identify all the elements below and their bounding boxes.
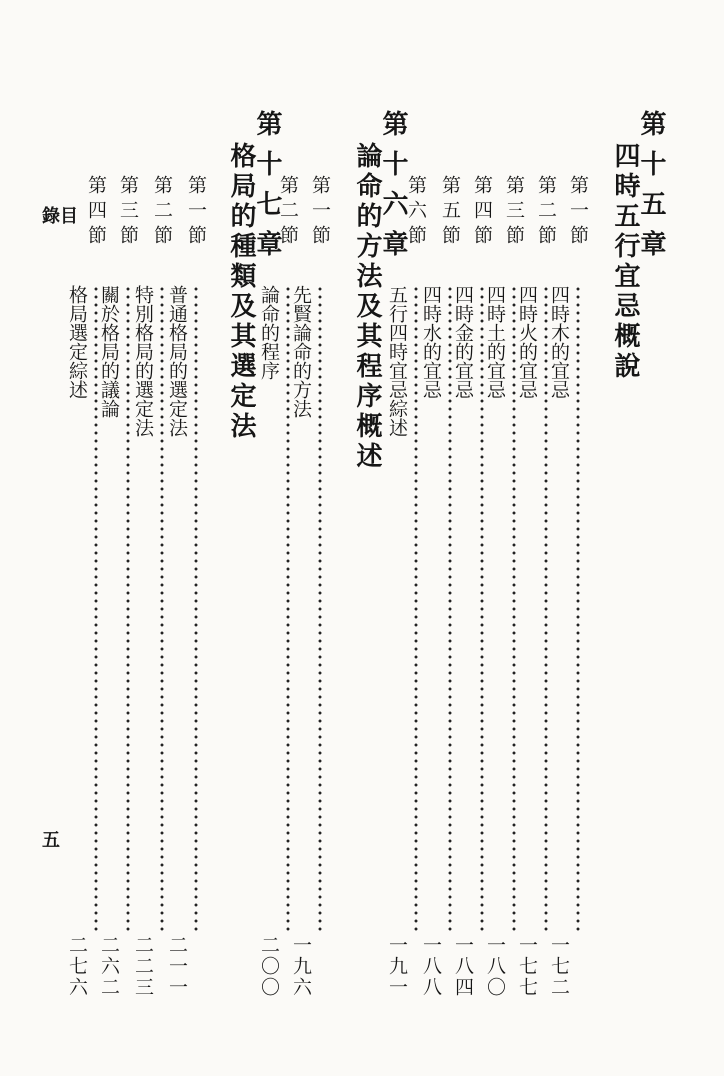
toc-entry[interactable] [452, 175, 493, 1015]
page-number: 一八〇 [485, 935, 504, 1015]
section-number: 第一節 [185, 175, 207, 250]
toc-entry[interactable] [258, 175, 299, 1015]
page-number: 二〇〇 [259, 935, 278, 1015]
toc-entry[interactable] [166, 175, 207, 1015]
section-title: 四時火的宜忌 [517, 285, 536, 405]
dot-leader [480, 285, 484, 935]
chapter-number: 第十七章 [252, 110, 282, 270]
dot-leader [448, 285, 452, 935]
page-number: 二七六 [67, 935, 86, 1015]
toc-entry[interactable] [516, 175, 557, 1015]
running-head [40, 206, 76, 316]
page-number: 二一一 [167, 935, 186, 1015]
page-number: 一八八 [421, 935, 440, 1015]
chapter-heading [228, 110, 280, 442]
section-number: 第五節 [439, 175, 461, 250]
page-number: 二六二 [99, 935, 118, 1015]
toc-entry[interactable] [66, 175, 107, 1015]
toc-entry[interactable] [548, 175, 589, 1015]
section-number: 第六節 [405, 175, 427, 250]
chapter-number: 第十六章 [378, 110, 408, 270]
toc-entry[interactable] [98, 175, 139, 1015]
page-number: 一八四 [453, 935, 472, 1015]
section-number: 第三節 [117, 175, 139, 250]
section-title: 四時土的宜忌 [485, 285, 504, 405]
chapter-heading [354, 110, 406, 472]
section-number: 第四節 [85, 175, 107, 250]
folio-page-number: 五 [39, 830, 60, 848]
toc-entry[interactable] [290, 175, 331, 1015]
dot-leader [160, 285, 164, 935]
toc-entry[interactable] [420, 175, 461, 1015]
section-title: 普通格局的選定法 [167, 285, 186, 443]
section-number: 第二節 [151, 175, 173, 250]
dot-leader [544, 285, 548, 935]
section-number: 第二節 [277, 175, 299, 250]
dot-leader [512, 285, 516, 935]
section-number: 第四節 [471, 175, 493, 250]
dot-leader [94, 285, 98, 935]
section-title: 四時木的宜忌 [549, 285, 568, 405]
page-number: 一九六 [291, 935, 310, 1015]
toc-entry[interactable] [132, 175, 173, 1015]
dot-leader [286, 285, 290, 935]
dot-leader [414, 285, 418, 935]
section-number: 第一節 [567, 175, 589, 250]
section-title: 四時水的宜忌 [421, 285, 440, 405]
page-number: 一七二 [549, 935, 568, 1015]
running-head-char: 目 [57, 206, 78, 224]
section-number: 第一節 [309, 175, 331, 250]
section-title: 關於格局的議論 [99, 285, 118, 424]
dot-leader [194, 285, 198, 935]
section-title: 先賢論命的方法 [291, 285, 310, 424]
section-title: 特別格局的選定法 [133, 285, 152, 443]
chapter-number: 第十五章 [636, 110, 666, 270]
toc-entry[interactable] [484, 175, 525, 1015]
section-title: 論命的程序 [259, 285, 278, 386]
section-title: 四時金的宜忌 [453, 285, 472, 405]
chapter-title: 論命的方法及其程序概述 [352, 142, 382, 472]
page-number: 一九一 [387, 935, 406, 1015]
section-title: 五行四時宜忌綜述 [387, 285, 406, 443]
dot-leader [318, 285, 322, 935]
page-number: 一七七 [517, 935, 536, 1015]
toc-entry[interactable] [386, 175, 427, 1015]
dot-leader [126, 285, 130, 935]
chapter-heading [612, 110, 664, 382]
running-head-char: 錄 [39, 206, 60, 224]
section-number: 第二節 [535, 175, 557, 250]
section-title: 格局選定綜述 [67, 285, 86, 405]
page-number: 二二三 [133, 935, 152, 1015]
chapter-title: 格局的種類及其選定法 [226, 142, 256, 442]
section-number: 第三節 [503, 175, 525, 250]
chapter-title: 四時五行宜忌概說 [610, 142, 640, 382]
dot-leader [576, 285, 580, 935]
